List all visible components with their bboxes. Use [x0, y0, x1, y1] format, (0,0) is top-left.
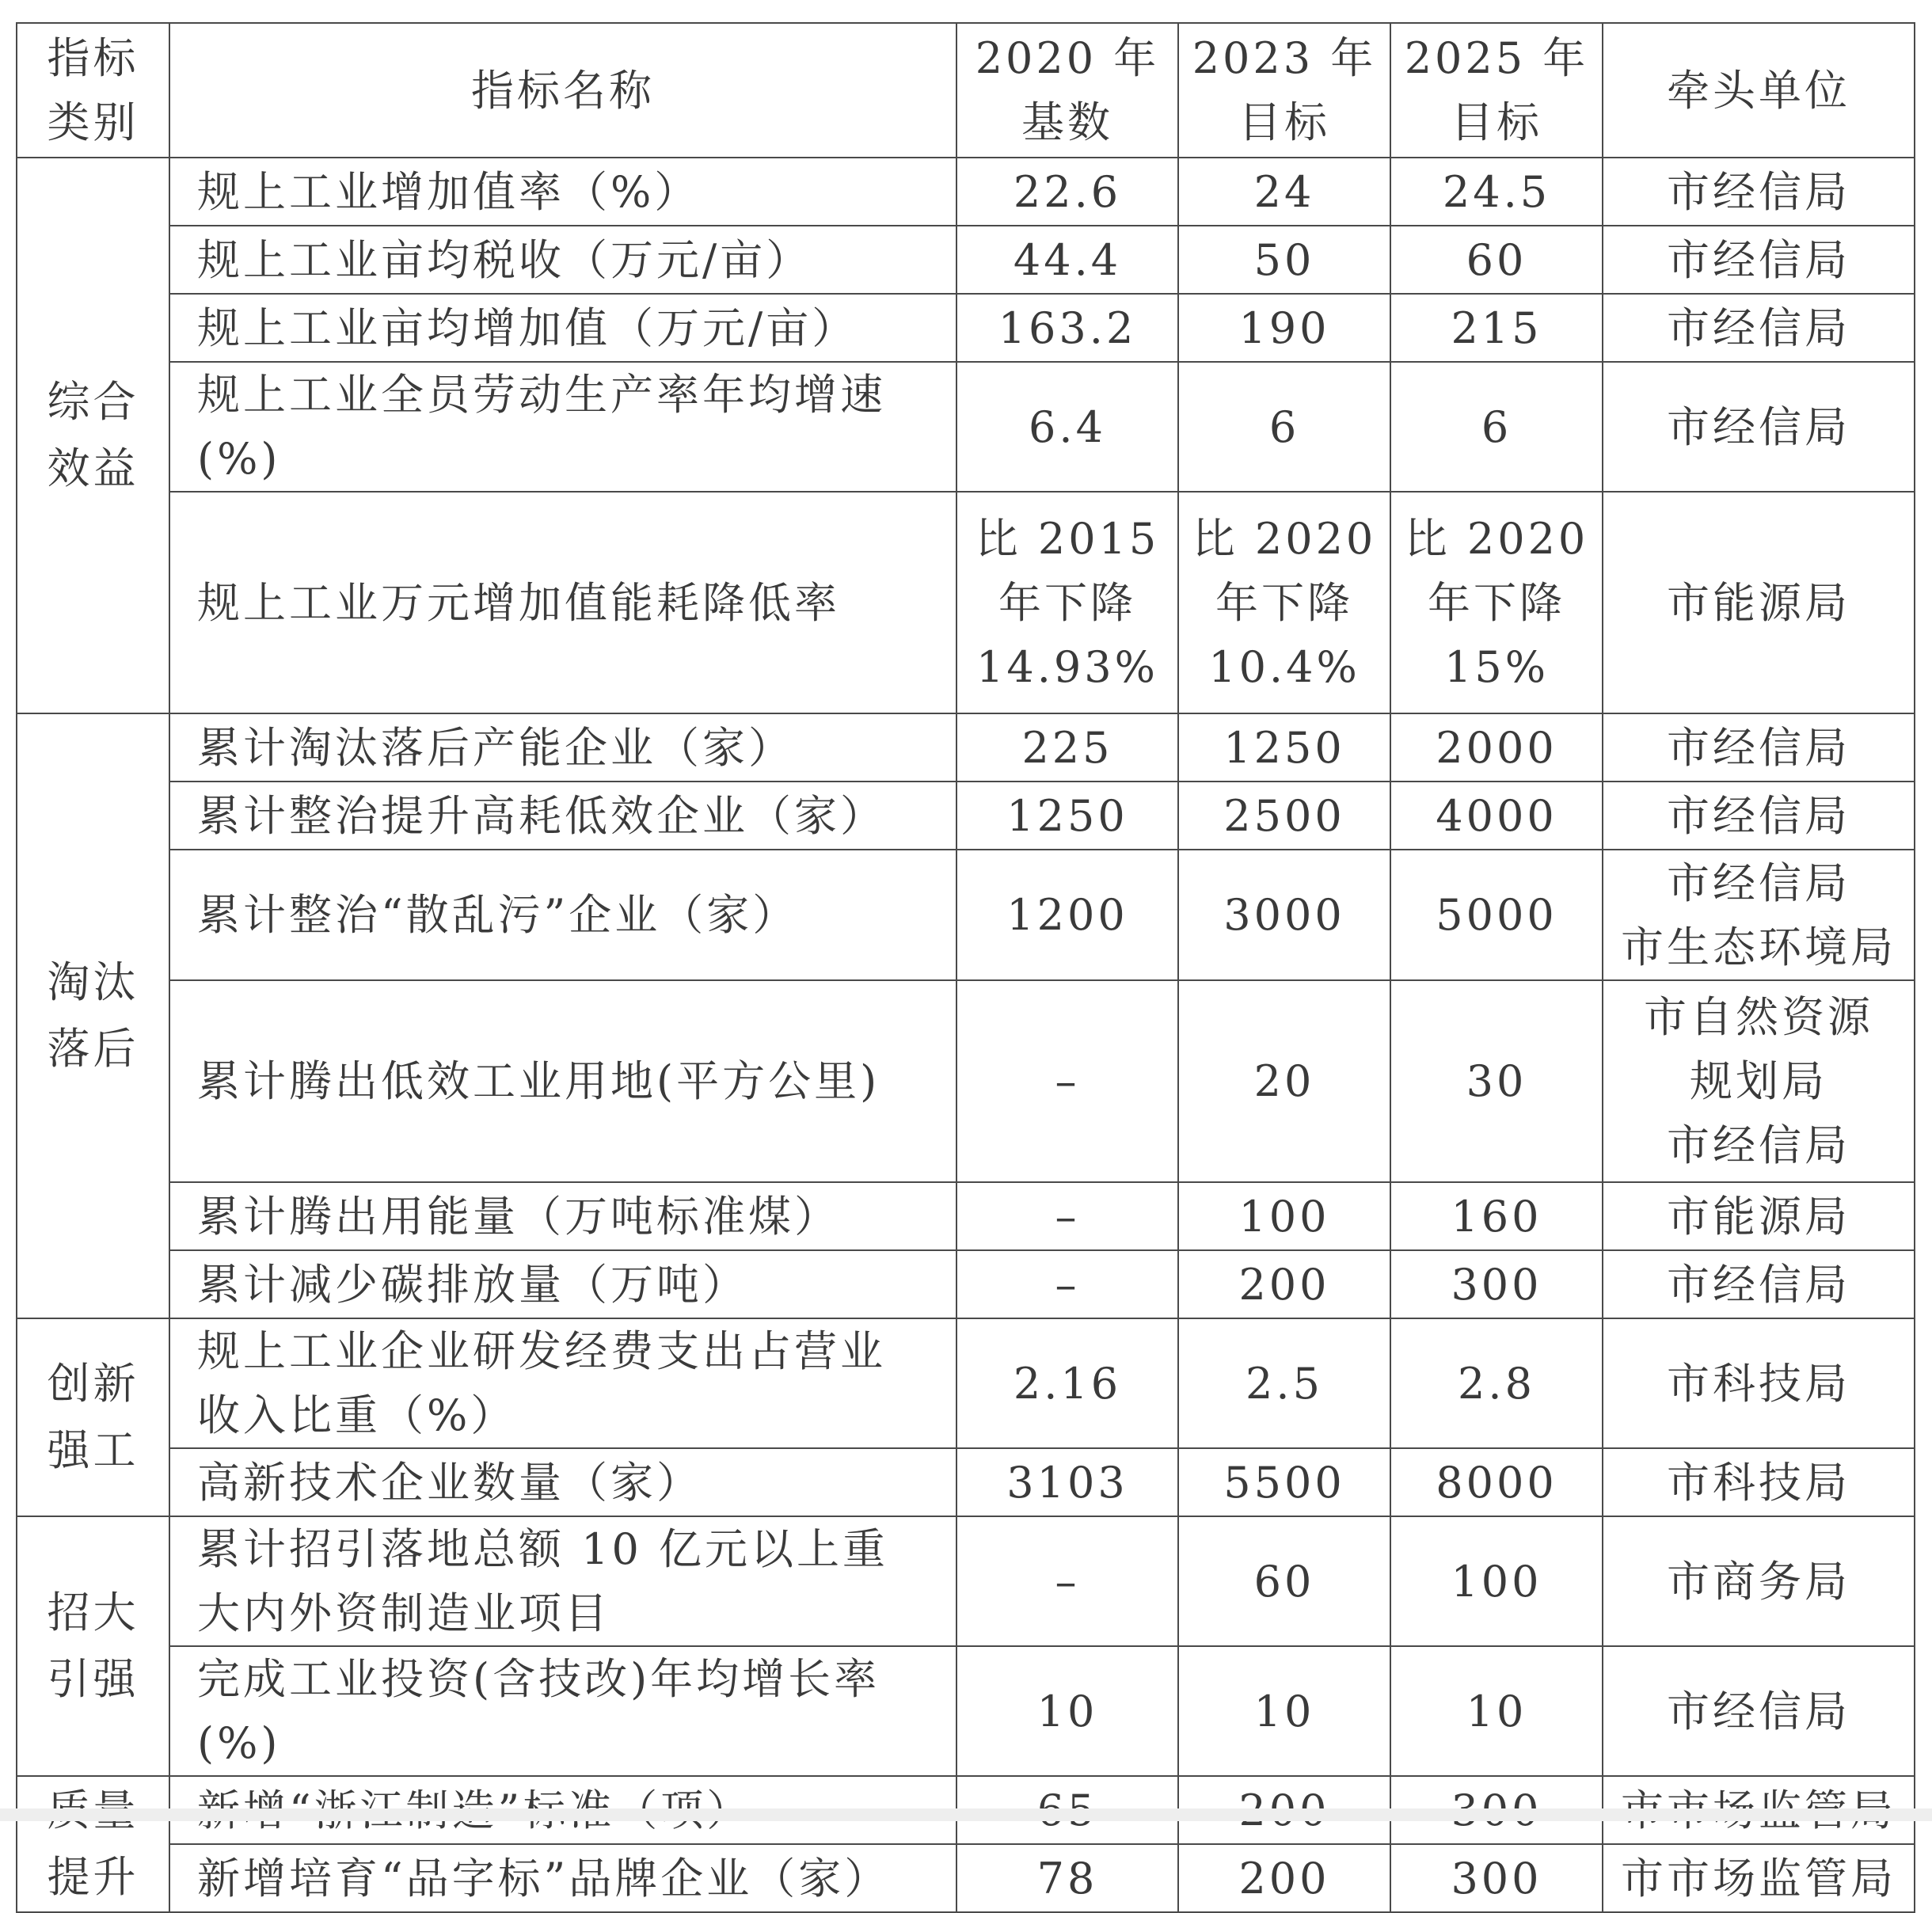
base-2020-value: 44.4: [956, 226, 1178, 294]
table-row: [17, 1448, 1915, 1516]
header-base-2020: 2020 年 基数: [956, 23, 1178, 158]
lead-unit: 市经信局: [1603, 294, 1915, 362]
base-2020-value: –: [956, 1250, 1178, 1318]
base-2020-value: 3103: [956, 1448, 1178, 1516]
table-row: [17, 782, 1915, 850]
target-2025-value: 8000: [1390, 1448, 1603, 1516]
lead-unit: 市经信局: [1603, 226, 1915, 294]
table-row: [17, 1646, 1915, 1776]
indicator-name: 规上工业万元增加值能耗降低率: [169, 492, 956, 713]
indicator-name: 高新技术企业数量（家）: [169, 1448, 956, 1516]
table-row: [17, 294, 1915, 362]
target-2023-value: 60: [1178, 1516, 1390, 1646]
base-2020-value: 22.6: [956, 158, 1178, 226]
indicator-table: [16, 22, 1915, 1913]
target-2025-value: 60: [1390, 226, 1603, 294]
target-2025-value: 30: [1390, 980, 1603, 1182]
lead-unit: 市自然资源 规划局 市经信局: [1603, 980, 1915, 1182]
table-row: [17, 362, 1915, 492]
category-cell: 创新 强工: [17, 1318, 169, 1516]
indicator-name: 规上工业亩均税收（万元/亩）: [169, 226, 956, 294]
target-2023-value: 1250: [1178, 713, 1390, 782]
base-2020-value: 10: [956, 1646, 1178, 1776]
target-2023-value: 2.5: [1178, 1318, 1390, 1448]
target-2023-value: 190: [1178, 294, 1390, 362]
lead-unit: 市能源局: [1603, 492, 1915, 713]
target-2023-value: 3000: [1178, 850, 1390, 980]
indicator-name: 累计腾出用能量（万吨标准煤）: [169, 1182, 956, 1250]
target-2025-value: 2.8: [1390, 1318, 1603, 1448]
indicator-name: 累计减少碳排放量（万吨）: [169, 1250, 956, 1318]
base-2020-value: 78: [956, 1844, 1178, 1912]
lead-unit: 市经信局 市生态环境局: [1603, 850, 1915, 980]
base-2020-value: 1250: [956, 782, 1178, 850]
table-row: [17, 980, 1915, 1182]
indicator-name: 规上工业增加值率（%）: [169, 158, 956, 226]
indicator-name: 规上工业亩均增加值（万元/亩）: [169, 294, 956, 362]
indicator-name: 累计腾出低效工业用地(平方公里): [169, 980, 956, 1182]
table-row: [17, 1250, 1915, 1318]
indicator-name: 累计整治“散乱污”企业（家）: [169, 850, 956, 980]
base-2020-value: 6.4: [956, 362, 1178, 492]
target-2023-value: 20: [1178, 980, 1390, 1182]
lead-unit: 市科技局: [1603, 1448, 1915, 1516]
header-row: [17, 23, 1915, 158]
table-row: [17, 492, 1915, 713]
table-row: [17, 1318, 1915, 1448]
header-category: 指标 类别: [17, 23, 169, 158]
base-2020-value: –: [956, 1516, 1178, 1646]
target-2025-value: 比 2020 年下降 15%: [1390, 492, 1603, 713]
lead-unit: 市商务局: [1603, 1516, 1915, 1646]
indicator-name: 新增培育“品字标”品牌企业（家）: [169, 1844, 956, 1912]
target-2025-value: 6: [1390, 362, 1603, 492]
table-row: [17, 1516, 1915, 1646]
table-row: [17, 850, 1915, 980]
target-2025-value: 300: [1390, 1844, 1603, 1912]
target-2025-value: 4000: [1390, 782, 1603, 850]
target-2023-value: 比 2020 年下降 10.4%: [1178, 492, 1390, 713]
header-name: 指标名称: [169, 23, 956, 158]
target-2025-value: 100: [1390, 1516, 1603, 1646]
header-target-2023: 2023 年 目标: [1178, 23, 1390, 158]
target-2025-value: 24.5: [1390, 158, 1603, 226]
target-2023-value: 5500: [1178, 1448, 1390, 1516]
table-row: [17, 158, 1915, 226]
target-2025-value: 300: [1390, 1250, 1603, 1318]
base-2020-value: 1200: [956, 850, 1178, 980]
table-body: [17, 158, 1915, 1912]
base-2020-value: 比 2015 年下降 14.93%: [956, 492, 1178, 713]
target-2025-value: 10: [1390, 1646, 1603, 1776]
indicator-name: 累计招引落地总额 10 亿元以上重 大内外资制造业项目: [169, 1516, 956, 1646]
lead-unit: 市能源局: [1603, 1182, 1915, 1250]
lead-unit: 市经信局: [1603, 713, 1915, 782]
lead-unit: 市科技局: [1603, 1318, 1915, 1448]
target-2025-value: 2000: [1390, 713, 1603, 782]
target-2023-value: 6: [1178, 362, 1390, 492]
lead-unit: 市经信局: [1603, 1646, 1915, 1776]
base-2020-value: –: [956, 1182, 1178, 1250]
indicator-name: 完成工业投资(含技改)年均增长率(%): [169, 1646, 956, 1776]
target-2023-value: 2500: [1178, 782, 1390, 850]
table-row: [17, 1844, 1915, 1912]
indicator-name: 规上工业企业研发经费支出占营业 收入比重（%）: [169, 1318, 956, 1448]
header-lead-unit: 牵头单位: [1603, 23, 1915, 158]
lead-unit: 市市场监管局: [1603, 1844, 1915, 1912]
category-cell: 招大 引强: [17, 1516, 169, 1776]
target-2023-value: 10: [1178, 1646, 1390, 1776]
target-2023-value: 50: [1178, 226, 1390, 294]
indicator-name: 规上工业全员劳动生产率年均增速(%): [169, 362, 956, 492]
target-2023-value: 24: [1178, 158, 1390, 226]
table-row: [17, 713, 1915, 782]
table-row: [17, 1182, 1915, 1250]
target-2023-value: 200: [1178, 1844, 1390, 1912]
table-row: [17, 226, 1915, 294]
lead-unit: 市经信局: [1603, 158, 1915, 226]
category-cell: 淘汰 落后: [17, 713, 169, 1318]
target-2025-value: 160: [1390, 1182, 1603, 1250]
lead-unit: 市经信局: [1603, 1250, 1915, 1318]
target-2025-value: 5000: [1390, 850, 1603, 980]
base-2020-value: –: [956, 980, 1178, 1182]
category-cell: 提升: [17, 1776, 169, 1912]
indicator-name: 累计整治提升高耗低效企业（家）: [169, 782, 956, 850]
target-2023-value: 200: [1178, 1250, 1390, 1318]
indicator-name: 累计淘汰落后产能企业（家）: [169, 713, 956, 782]
lead-unit: 市经信局: [1603, 782, 1915, 850]
target-2025-value: 215: [1390, 294, 1603, 362]
base-2020-value: 225: [956, 713, 1178, 782]
category-cell: 综合 效益: [17, 158, 169, 713]
bottom-strip: [0, 1808, 1932, 1821]
base-2020-value: 163.2: [956, 294, 1178, 362]
header-target-2025: 2025 年 目标: [1390, 23, 1603, 158]
base-2020-value: 2.16: [956, 1318, 1178, 1448]
lead-unit: 市经信局: [1603, 362, 1915, 492]
target-2023-value: 100: [1178, 1182, 1390, 1250]
